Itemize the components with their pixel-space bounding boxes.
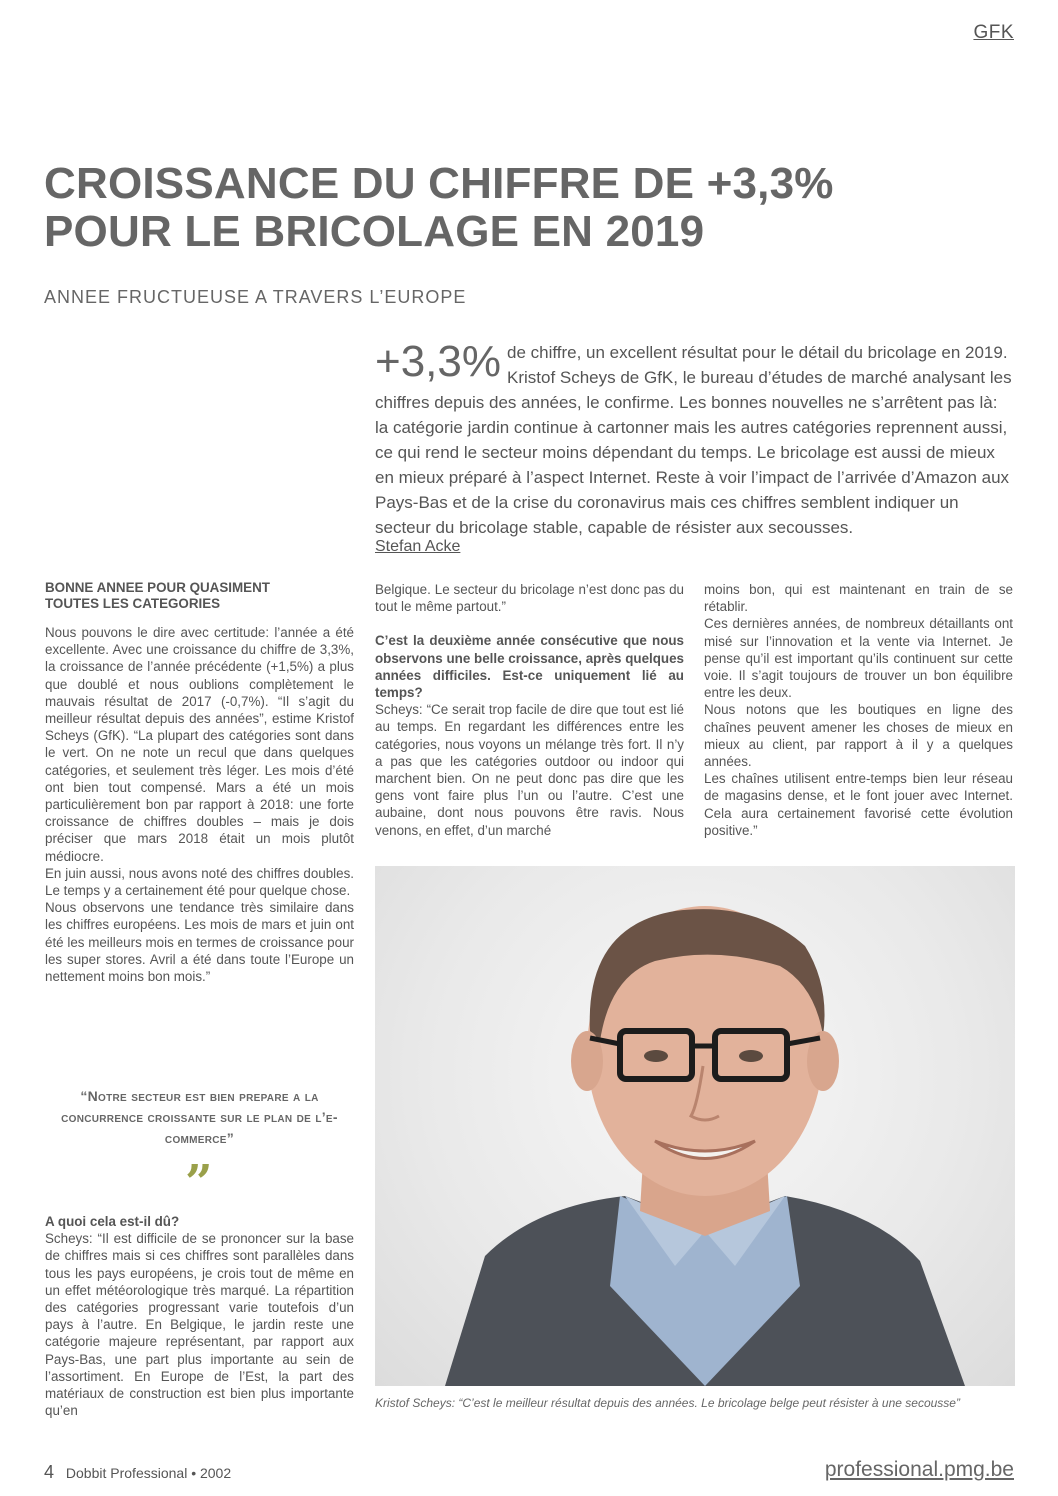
quote-mark-icon: ” bbox=[185, 1155, 213, 1211]
footer-publication bbox=[44, 1462, 231, 1483]
section-heading-line-1: BONNE ANNEE POUR QUASIMENT bbox=[45, 580, 270, 595]
section-tag: GFK bbox=[973, 22, 1014, 43]
page-number: 4 bbox=[44, 1462, 55, 1482]
portrait-illustration bbox=[375, 866, 1015, 1386]
article-intro bbox=[375, 337, 1015, 540]
portrait-photo bbox=[375, 866, 1015, 1386]
paragraph: Les chaînes utilisent entre-temps bien leur réseau de magasins dense, et le font jouer avec Internet. Cela aura certainement favorisé cette évolution positive.” bbox=[704, 771, 1013, 838]
pull-quote: “Notre secteur est bien prepare a la concurrence croissante sur le plan de l’e-commerce” bbox=[61, 1088, 338, 1146]
column-1-continued bbox=[45, 1213, 354, 1419]
section-heading bbox=[45, 580, 354, 612]
website-link[interactable]: professional.pmg.be bbox=[824, 1458, 1014, 1481]
paragraph: Belgique. Le secteur du bricolage n’est donc pas du tout le même partout.” bbox=[375, 582, 684, 615]
paragraph: Nous pouvons le dire avec certitude: l’année a été excellente. Avec une croissance du chiffre de 3,3%, la croissance de l’année précédente (+1,5%) a plus que doublé et nous oublions complètement le mauvais résultat de 2017 (-0,7%). “Il s’agit du meilleur résultat depuis des années”, estime Kristof Scheys (GfK). “La plupart des catégories sont dans le vert. On ne note un recul que dans quelques catégories, et seulement très léger. Les mois d’été ont bien tout compensé. Mars a été un mois particulièrement bon par rapport à 2018: une forte croissance de chiffres doubles – mais je dois préciser que mars 2018 était un mois plutôt médiocre. bbox=[45, 625, 354, 864]
paragraph: Scheys: “Ce serait trop facile de dire que tout est lié au temps. En regardant les différences entre les catégories, nous voyons un mélange très fort. Il n’y a pas que les catégories outdoor ou indoor qui marchent bien. On ne peut donc pas dire que les gens vont faire plus l’un ou l’autre. C’est une aubaine, dont nous pouvons être ravis. Nous venons, en effet, d’un marché bbox=[375, 702, 684, 838]
photo-caption: Kristof Scheys: “C’est le meilleur résultat depuis des années. Le bricolage belge peut résister à une secousse” bbox=[375, 1396, 960, 1410]
paragraph: Ces dernières années, de nombreux détaillants ont misé sur l’innovation et la vente via Internet. Je pense qu’il est important qu’ils continuent sur cette voie. Il s’agit toujours de trouver un bon équilibre entre les deux. bbox=[704, 616, 1013, 701]
column-2 bbox=[375, 581, 684, 839]
interview-question: A quoi cela est-il dû? bbox=[45, 1214, 180, 1229]
article-title bbox=[44, 160, 944, 256]
paragraph: En juin aussi, nous avons noté des chiffres doubles. Le temps y a certainement été pour quelque chose. bbox=[45, 865, 354, 899]
section-heading-line-2: TOUTES LES CATEGORIES bbox=[45, 596, 221, 611]
article-subtitle: ANNEE FRUCTUEUSE A TRAVERS L’EUROPE bbox=[44, 287, 467, 307]
paragraph: Nous observons une tendance très similaire dans les chiffres européens. Les mois de mars et juin ont été les meilleurs mois en termes de croissance pour les super stores. Avril a été dans toute l’Europe un nettement moins bon mois.” bbox=[45, 900, 354, 985]
column-3 bbox=[704, 581, 1013, 839]
title-line-1: CROISSANCE DU CHIFFRE DE +3,3% bbox=[44, 159, 834, 208]
intro-text: de chiffre, un excellent résultat pour le détail du bricolage en 2019. Kristof Scheys de GfK, le bureau d’études de marché analysant les chiffres depuis des années, le confirme. Les bonnes nouvelles ne s’arrêtent pas là: la catégorie jardin continue à cartonner mais les autres catégories reprennent aussi, ce qui rend le secteur moins dépendant du temps. Le bricolage est aussi de mieux en mieux préparé à l’aspect Internet. Reste à voir l’impact de l’arrivée d’Amazon aux Pays-Bas et de la crise du coronavirus mais ces chiffres semblent indiquer un secteur du bricolage stable, capable de résister aux secousses. bbox=[375, 343, 1012, 537]
article-author[interactable]: Stefan Acke bbox=[375, 538, 461, 555]
paragraph: moins bon, qui est maintenant en train de se rétablir. bbox=[704, 582, 1013, 615]
paragraph: Nous notons que les boutiques en ligne des chaînes peuvent amener les choses de mieux en mieux au client, par rapport à il y a quelques années. bbox=[704, 702, 1013, 770]
intro-highlight-figure: +3,3% bbox=[375, 337, 501, 386]
column-1 bbox=[45, 580, 354, 985]
title-line-2: POUR LE BRICOLAGE EN 2019 bbox=[44, 207, 705, 256]
paragraph: Scheys: “Il est difficile de se prononcer sur la base de chiffres mais si ces chiffres sont parallèles dans tous les pays européens, je crois tout de même en un effet météorologique très marqué. La répartition des catégories progressant varie toutefois d’un pays à l’autre. En Belgique, le jardin reste une catégorie majeure représentant, par rapport aux Pays-Bas, une part plus importante au sein de l’assortiment. En Europe de l’Est, la part des matériaux de construction est bien plus importante qu’en bbox=[45, 1231, 354, 1419]
interview-question: C’est la deuxième année consécutive que nous observons une belle croissance, après quelques années difficiles. Est-ce uniquement lié au temps? bbox=[375, 633, 684, 701]
publication-name: Dobbit Professional • 2002 bbox=[65, 1465, 232, 1481]
